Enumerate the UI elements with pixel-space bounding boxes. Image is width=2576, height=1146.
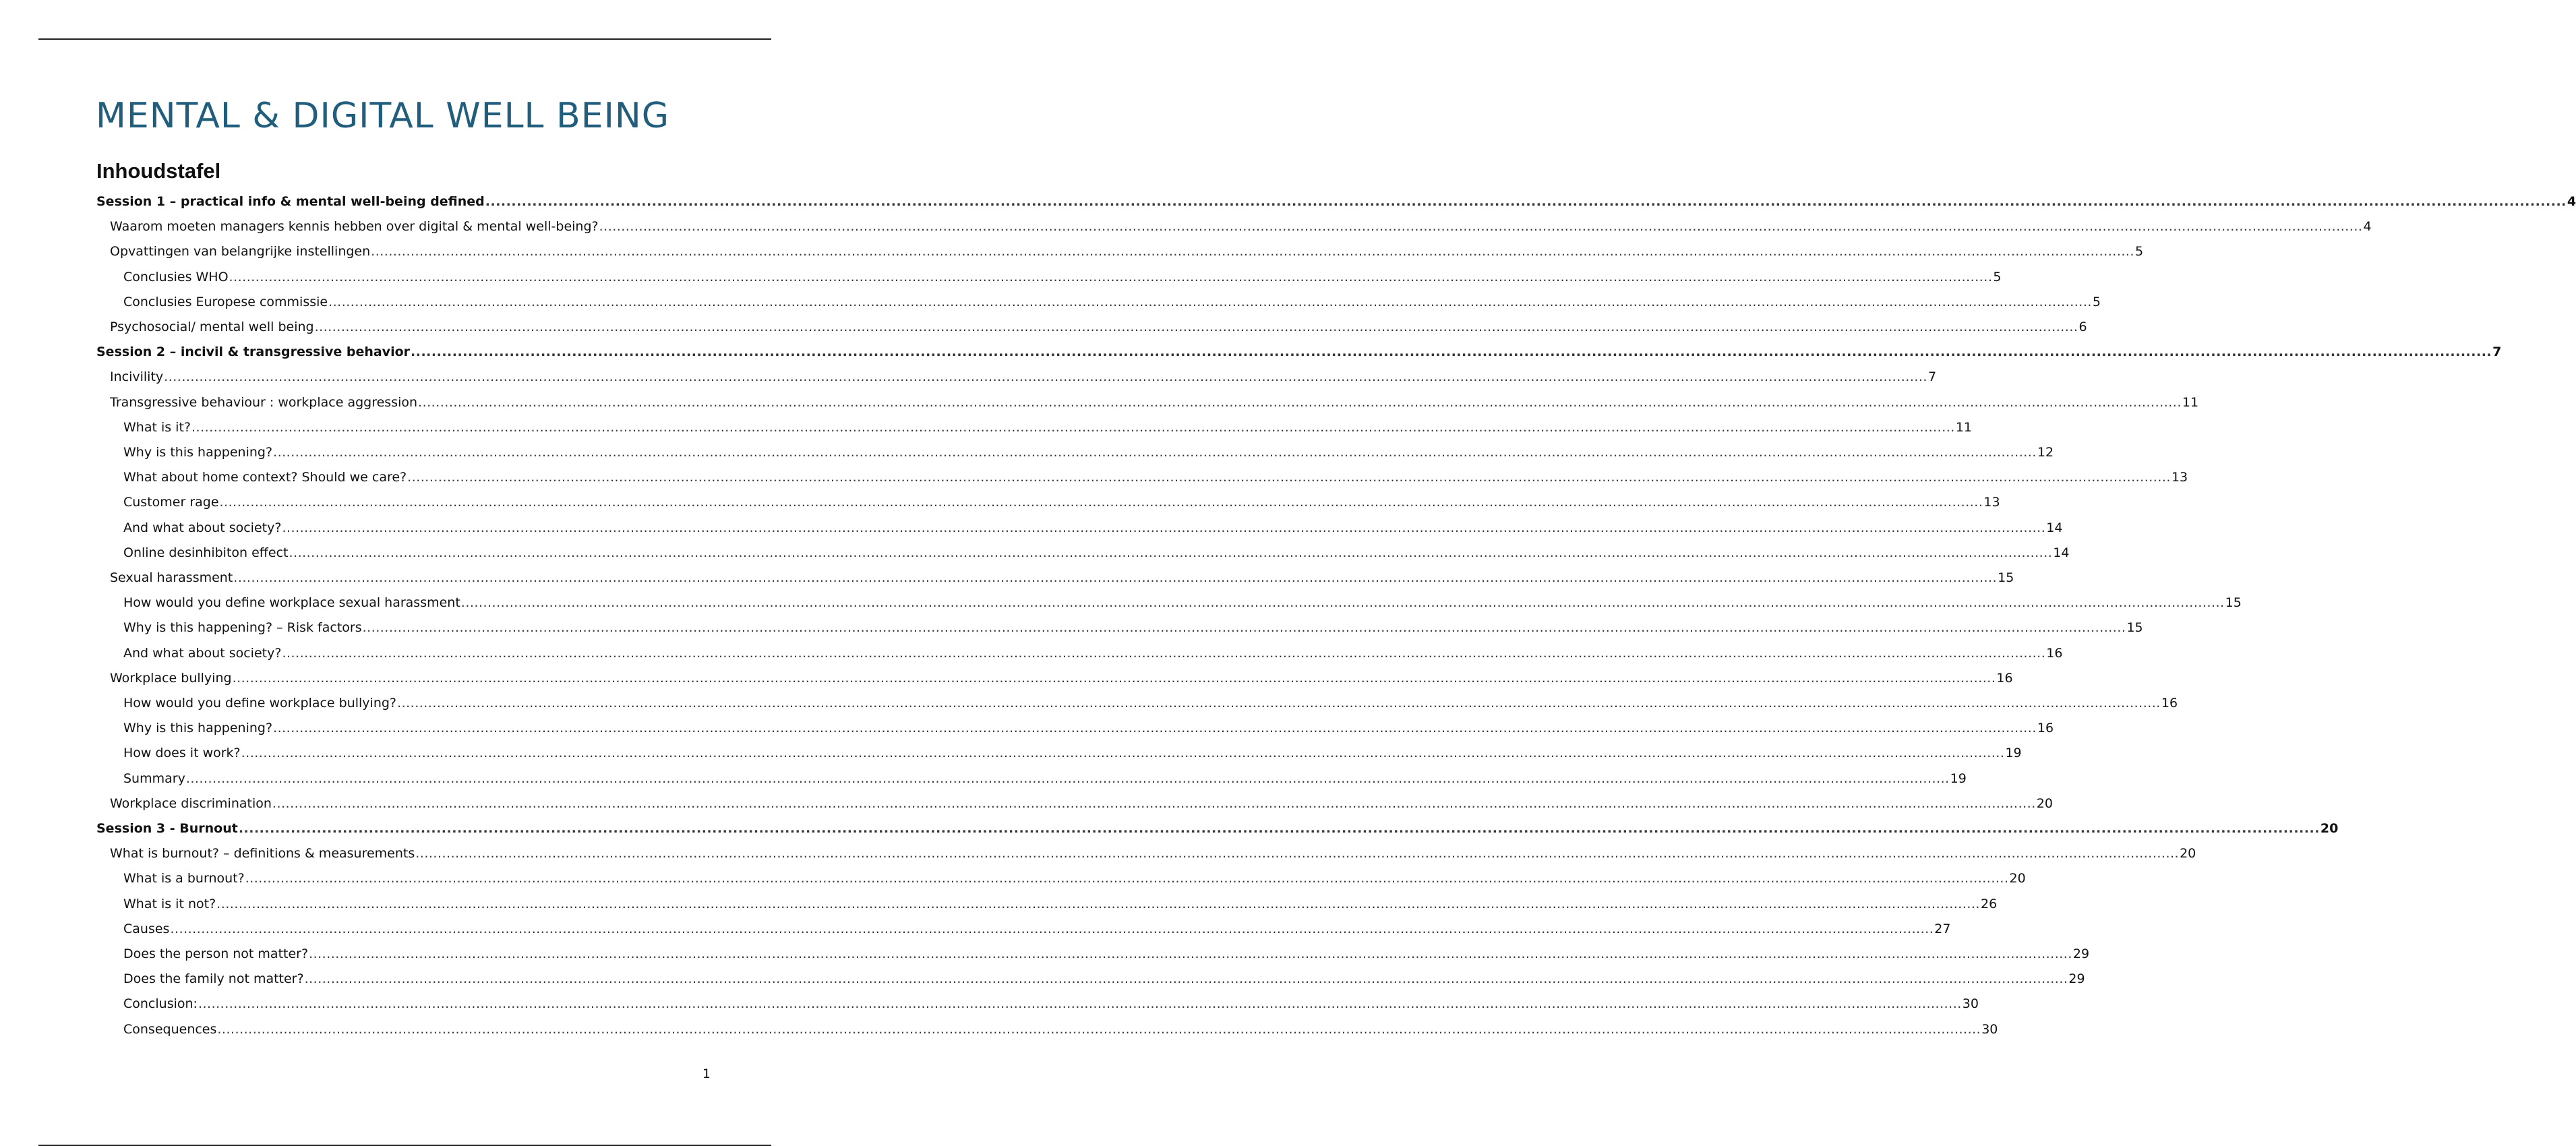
toc-entry[interactable] bbox=[123, 268, 2002, 286]
toc-leader-dots: ................................................................................................................................................................................................................................................................................................................................................................................................................ bbox=[191, 419, 1955, 435]
toc-entry-page: 13 bbox=[1983, 495, 2000, 510]
toc-entry-page: 30 bbox=[1962, 996, 1979, 1012]
toc-entry-label[interactable]: What is it not? bbox=[123, 896, 216, 911]
toc-entry-label[interactable]: How does it work? bbox=[123, 746, 241, 761]
document-title: MENTAL & DIGITAL WELL BEING bbox=[96, 96, 670, 136]
toc-entry-label[interactable]: Psychosocial/ mental well being bbox=[110, 320, 314, 334]
toc-leader-dots: ................................................................................................................................................................................................................................................................................................................................................................................................................ bbox=[304, 971, 2068, 987]
toc-entry-label[interactable]: Does the family not matter? bbox=[123, 971, 304, 987]
toc-entry-label[interactable]: Why is this happening? – Risk factors bbox=[123, 620, 362, 636]
toc-entry[interactable] bbox=[123, 469, 2188, 486]
toc-entry-page: 26 bbox=[1980, 896, 1998, 911]
toc-entry-label[interactable]: Customer rage bbox=[123, 495, 219, 510]
toc-entry-page: 5 bbox=[1993, 269, 2002, 284]
toc-entry[interactable] bbox=[110, 243, 2144, 260]
toc-entry[interactable] bbox=[96, 193, 2576, 210]
toc-leader-dots: ................................................................................................................................................................................................................................................................................................................................................................................................................ bbox=[232, 670, 1996, 686]
toc-entry[interactable] bbox=[123, 719, 2054, 737]
toc-leader-dots: ................................................................................................................................................................................................................................................................................................................................................................................................................ bbox=[485, 194, 2567, 209]
toc-entry-page: 30 bbox=[1981, 1021, 1998, 1037]
toc-leader-dots: ................................................................................................................................................................................................................................................................................................................................................................................................................ bbox=[282, 520, 2046, 535]
toc-entry-page: 6 bbox=[2078, 320, 2087, 334]
toc-entry[interactable] bbox=[110, 845, 2196, 862]
toc-entry[interactable] bbox=[110, 669, 2013, 687]
toc-entry-page: 4 bbox=[2567, 194, 2576, 209]
toc-leader-dots: ................................................................................................................................................................................................................................................................................................................................................................................................................ bbox=[371, 244, 2134, 260]
toc-entry-label[interactable]: Why is this happening? bbox=[123, 445, 273, 460]
toc-leader-dots: ................................................................................................................................................................................................................................................................................................................................................................................................................ bbox=[216, 896, 1980, 911]
toc-leader-dots: ................................................................................................................................................................................................................................................................................................................................................................................................................ bbox=[328, 294, 2092, 309]
toc-entry-label[interactable]: And what about society? bbox=[123, 520, 282, 535]
toc-entry[interactable] bbox=[123, 644, 2063, 662]
toc-entry[interactable] bbox=[110, 218, 2372, 235]
toc-entry-page: 15 bbox=[2225, 595, 2242, 611]
toc-heading: Inhoudstafel bbox=[96, 159, 221, 183]
toc-leader-dots: ................................................................................................................................................................................................................................................................................................................................................................................................................ bbox=[164, 369, 1927, 385]
toc-entry-page: 14 bbox=[2053, 545, 2070, 560]
toc-entry[interactable] bbox=[123, 770, 1967, 787]
toc-entry-label[interactable]: Why is this happening? bbox=[123, 721, 273, 736]
toc-leader-dots: ................................................................................................................................................................................................................................................................................................................................................................................................................ bbox=[599, 219, 2363, 235]
toc-entry-label[interactable]: Conclusies WHO bbox=[123, 269, 229, 284]
toc-entry-label[interactable]: Sexual harassment bbox=[110, 570, 233, 585]
toc-entry-label[interactable]: Session 2 – incivil & transgressive behavior bbox=[96, 344, 411, 360]
toc-entry[interactable] bbox=[123, 293, 2101, 311]
toc-entry[interactable] bbox=[110, 394, 2199, 411]
toc-entry-label[interactable]: Transgressive behaviour : workplace aggression bbox=[110, 394, 418, 410]
toc-leader-dots: ................................................................................................................................................................................................................................................................................................................................................................................................................ bbox=[170, 921, 1934, 936]
toc-entry-label[interactable]: How would you define workplace sexual harassment bbox=[123, 595, 460, 611]
toc-entry[interactable] bbox=[123, 544, 2070, 562]
toc-entry-label[interactable]: What is it? bbox=[123, 419, 191, 435]
toc-entry-label[interactable]: Conclusion: bbox=[123, 996, 198, 1012]
toc-leader-dots: ................................................................................................................................................................................................................................................................................................................................................................................................................ bbox=[407, 470, 2171, 485]
toc-entry[interactable] bbox=[123, 744, 2022, 762]
toc-entry-page: 20 bbox=[2180, 846, 2196, 862]
toc-entry-label[interactable]: Online desinhibiton effect bbox=[123, 545, 289, 560]
toc-entry-page: 19 bbox=[1950, 771, 1967, 786]
page-number: 1 bbox=[702, 1066, 711, 1081]
toc-entry-page: 20 bbox=[2320, 821, 2339, 836]
toc-entry-page: 12 bbox=[2037, 445, 2054, 460]
toc-entry-page: 5 bbox=[2092, 294, 2101, 309]
toc-entry[interactable] bbox=[110, 318, 2087, 336]
toc-entry-label[interactable]: Consequences bbox=[123, 1021, 217, 1037]
toc-leader-dots: ................................................................................................................................................................................................................................................................................................................................................................................................................ bbox=[415, 846, 2180, 862]
toc-leader-dots: ................................................................................................................................................................................................................................................................................................................................................................................................................ bbox=[185, 771, 1950, 786]
toc-entry-label[interactable]: What is burnout? – definitions & measurements bbox=[110, 846, 415, 862]
toc-entry[interactable] bbox=[123, 970, 2085, 988]
toc-entry-label[interactable]: Does the person not matter? bbox=[123, 946, 309, 961]
toc-entry-label[interactable]: Workplace bullying bbox=[110, 670, 232, 686]
toc-leader-dots: ................................................................................................................................................................................................................................................................................................................................................................................................................ bbox=[238, 821, 2320, 836]
toc-entry[interactable] bbox=[123, 995, 1979, 1013]
toc-entry-page: 14 bbox=[2046, 520, 2063, 535]
toc-entry-page: 29 bbox=[2068, 971, 2085, 987]
toc-leader-dots: ................................................................................................................................................................................................................................................................................................................................................................................................................ bbox=[411, 344, 2492, 360]
toc-entry[interactable] bbox=[123, 419, 1973, 436]
toc-leader-dots: ................................................................................................................................................................................................................................................................................................................................................................................................................ bbox=[362, 620, 2126, 636]
toc-entry[interactable] bbox=[123, 619, 2143, 636]
toc-entry-page: 27 bbox=[1934, 921, 1951, 936]
toc-entry[interactable] bbox=[123, 945, 2090, 963]
toc-leader-dots: ................................................................................................................................................................................................................................................................................................................................................................................................................ bbox=[273, 445, 2037, 460]
toc-leader-dots: ................................................................................................................................................................................................................................................................................................................................................................................................................ bbox=[272, 795, 2036, 811]
toc-entry-label[interactable]: Summary bbox=[123, 771, 185, 786]
toc-leader-dots: ................................................................................................................................................................................................................................................................................................................................................................................................................ bbox=[309, 946, 2072, 961]
toc-leader-dots: ................................................................................................................................................................................................................................................................................................................................................................................................................ bbox=[233, 570, 1998, 585]
toc-entry-label[interactable]: What about home context? Should we care? bbox=[123, 470, 407, 485]
toc-leader-dots: ................................................................................................................................................................................................................................................................................................................................................................................................................ bbox=[460, 595, 2225, 611]
toc-entry[interactable] bbox=[110, 569, 2014, 586]
toc-entry-label[interactable]: Waarom moeten managers kennis hebben over digital & mental well-being? bbox=[110, 219, 599, 235]
toc-entry[interactable] bbox=[123, 594, 2242, 611]
toc-entry-page: 7 bbox=[2492, 344, 2502, 360]
toc-leader-dots: ................................................................................................................................................................................................................................................................................................................................................................................................................ bbox=[397, 696, 2161, 711]
toc-entry-label[interactable]: How would you define workplace bullying? bbox=[123, 696, 397, 711]
toc-entry-label[interactable]: Session 3 - Burnout bbox=[96, 821, 238, 836]
toc-entry[interactable] bbox=[123, 920, 1951, 938]
toc-entry-page: 7 bbox=[1927, 369, 1937, 385]
toc-entry-page: 5 bbox=[2134, 244, 2144, 260]
toc-leader-dots: ................................................................................................................................................................................................................................................................................................................................................................................................................ bbox=[241, 746, 2005, 761]
toc-entry[interactable] bbox=[96, 343, 2502, 361]
toc-entry-page: 15 bbox=[1998, 570, 2014, 585]
toc-entry-page: 16 bbox=[2161, 696, 2178, 711]
toc-entry-label[interactable]: What is a burnout? bbox=[123, 871, 245, 886]
toc-leader-dots: ................................................................................................................................................................................................................................................................................................................................................................................................................ bbox=[229, 269, 1993, 284]
toc-entry-label[interactable]: Incivility bbox=[110, 369, 164, 385]
toc-leader-dots: ................................................................................................................................................................................................................................................................................................................................................................................................................ bbox=[198, 996, 1962, 1012]
toc-entry[interactable] bbox=[123, 694, 2178, 712]
toc-entry-page: 20 bbox=[2036, 795, 2053, 811]
toc-entry-page: 15 bbox=[2126, 620, 2143, 636]
toc-entry[interactable] bbox=[110, 368, 1937, 386]
header-rule bbox=[38, 38, 771, 40]
toc-entry[interactable] bbox=[123, 493, 2000, 511]
toc-entry[interactable] bbox=[123, 1021, 1998, 1038]
toc-entry-page: 11 bbox=[2182, 394, 2199, 410]
toc-entry[interactable] bbox=[123, 519, 2063, 537]
toc-entry-page: 16 bbox=[2037, 721, 2054, 736]
toc-leader-dots: ................................................................................................................................................................................................................................................................................................................................................................................................................ bbox=[245, 871, 2009, 886]
toc-entry[interactable] bbox=[123, 870, 2026, 887]
toc-leader-dots: ................................................................................................................................................................................................................................................................................................................................................................................................................ bbox=[219, 495, 1983, 510]
toc-leader-dots: ................................................................................................................................................................................................................................................................................................................................................................................................................ bbox=[289, 545, 2053, 560]
toc-entry-page: 16 bbox=[2046, 645, 2063, 661]
toc-leader-dots: ................................................................................................................................................................................................................................................................................................................................................................................................................ bbox=[314, 320, 2078, 334]
toc-entry-label[interactable]: Opvattingen van belangrijke instellingen bbox=[110, 244, 371, 260]
toc-entry-label[interactable]: Causes bbox=[123, 921, 170, 936]
toc-leader-dots: ................................................................................................................................................................................................................................................................................................................................................................................................................ bbox=[282, 645, 2046, 661]
toc-entry-page: 4 bbox=[2363, 219, 2372, 235]
toc-leader-dots: ................................................................................................................................................................................................................................................................................................................................................................................................................ bbox=[418, 394, 2182, 410]
toc-entry[interactable] bbox=[123, 895, 1998, 913]
toc-entry-page: 13 bbox=[2171, 470, 2188, 485]
toc-entry[interactable] bbox=[110, 795, 2053, 812]
toc-leader-dots: ................................................................................................................................................................................................................................................................................................................................................................................................................ bbox=[217, 1021, 1981, 1037]
toc-leader-dots: ................................................................................................................................................................................................................................................................................................................................................................................................................ bbox=[273, 721, 2037, 736]
toc-entry-page: 29 bbox=[2072, 946, 2090, 961]
toc-entry-label[interactable]: Session 1 – practical info & mental well-being defined bbox=[96, 194, 485, 209]
toc-entry[interactable] bbox=[123, 444, 2054, 461]
toc-entry-label[interactable]: And what about society? bbox=[123, 645, 282, 661]
toc-entry[interactable] bbox=[96, 820, 2339, 837]
toc-entry-label[interactable]: Workplace discrimination bbox=[110, 795, 272, 811]
toc-entry-page: 16 bbox=[1996, 670, 2013, 686]
toc-entry-page: 19 bbox=[2005, 746, 2022, 761]
toc-entry-page: 11 bbox=[1955, 419, 1973, 435]
toc-entry-label[interactable]: Conclusies Europese commissie bbox=[123, 294, 328, 309]
toc-entry-page: 20 bbox=[2009, 871, 2026, 886]
